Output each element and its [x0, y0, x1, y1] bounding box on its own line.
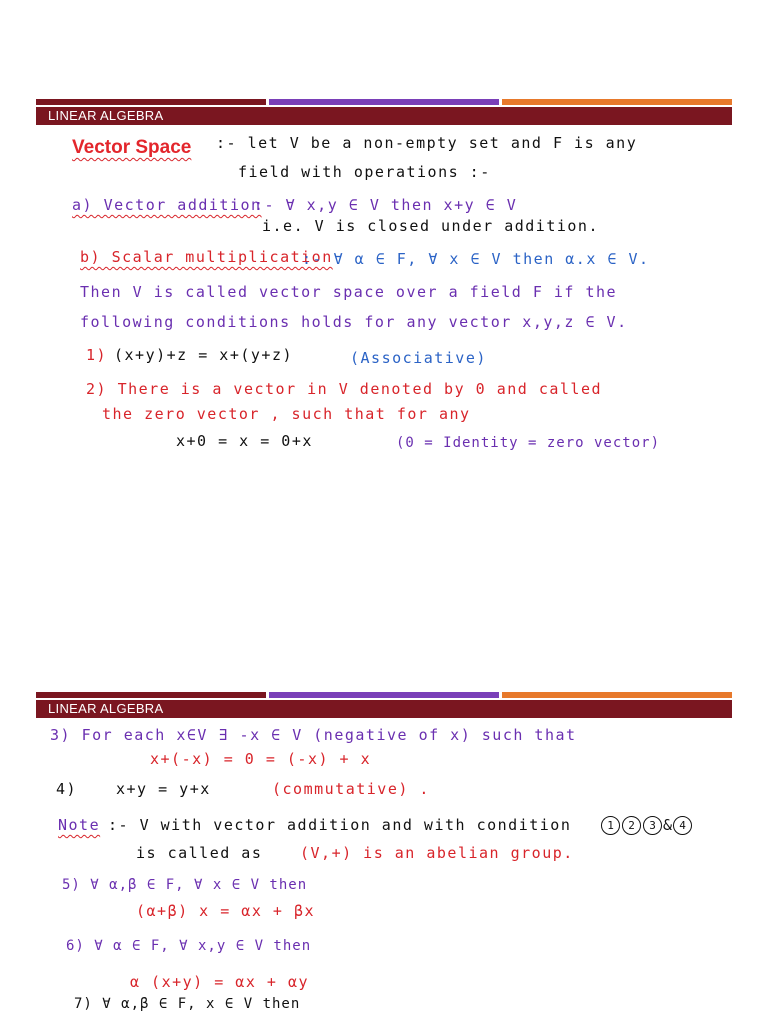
condition-4-number: 4) — [56, 780, 78, 798]
scalar-multiplication-label: b) Scalar multiplication — [80, 248, 333, 266]
commutative-note: (commutative) . — [272, 780, 430, 798]
color-bar-orange — [502, 692, 732, 698]
note-line-2a: is called as — [136, 844, 263, 862]
note-text: :- V with vector addition and with condition — [108, 816, 572, 834]
condition-3-line-1: 3) For each x∈V ∃ -x ∈ V (negative of x) such that — [50, 726, 577, 744]
circled-1: 1 — [601, 816, 620, 835]
condition-2-equation: x+0 = x = 0+x — [176, 432, 313, 450]
condition-3-equation: x+(-x) = 0 = (-x) + x — [150, 750, 372, 768]
color-bar-purple — [269, 692, 499, 698]
note-label: Note — [58, 816, 101, 834]
slide-header: LINEAR ALGEBRA — [36, 700, 732, 718]
condition-6-equation: α (x+y) = αx + αy — [130, 973, 310, 991]
condition-2-line-1: 2) There is a vector in V denoted by 0 and called — [86, 380, 603, 398]
then-line-1: Then V is called vector space over a field F if the — [80, 283, 618, 301]
vector-space-title: Vector Space — [72, 137, 192, 158]
vector-addition-label: a) Vector addition — [72, 196, 262, 214]
intro-line-1: :- let V be a non-empty set and F is any — [216, 134, 638, 152]
header-color-bars — [36, 692, 732, 698]
scalar-multiplication-text: :- ∀ α ∈ F, ∀ x ∈ V then α.x ∈ V. — [302, 250, 650, 268]
condition-1-equation: (x+y)+z = x+(y+z) — [114, 346, 294, 364]
condition-5-equation: (α+β) x = αx + βx — [136, 902, 316, 920]
identity-note: (0 = Identity = zero vector) — [396, 435, 661, 451]
intro-line-2: field with operations :- — [238, 163, 491, 181]
ampersand: & — [663, 816, 673, 834]
color-bar-maroon — [36, 99, 266, 105]
condition-circles — [600, 816, 693, 835]
vector-addition-text: :- ∀ x,y ∈ V then x+y ∈ V — [254, 196, 518, 214]
associative-note: (Associative) — [350, 349, 487, 367]
condition-4-equation: x+y = y+x — [116, 780, 211, 798]
slide-2 — [0, 670, 768, 1024]
color-bar-maroon — [36, 692, 266, 698]
circled-4: 4 — [673, 816, 692, 835]
condition-6-line-1: 6) ∀ α ∈ F, ∀ x,y ∈ V then — [66, 938, 312, 954]
circled-3: 3 — [643, 816, 662, 835]
closed-under-addition: i.e. V is closed under addition. — [262, 217, 599, 235]
color-bar-orange — [502, 99, 732, 105]
abelian-group-text: (V,+) is an abelian group. — [300, 844, 574, 862]
condition-7-line-1: 7) ∀ α,β ∈ F, x ∈ V then — [74, 996, 301, 1012]
condition-5-line-1: 5) ∀ α,β ∈ F, ∀ x ∈ V then — [62, 877, 308, 893]
color-bar-purple — [269, 99, 499, 105]
then-line-2: following conditions holds for any vector x,y,z ∈ V. — [80, 313, 628, 331]
condition-1-number: 1) — [86, 346, 108, 364]
circled-2: 2 — [622, 816, 641, 835]
condition-2-line-2: the zero vector , such that for any — [102, 405, 471, 423]
header-color-bars — [36, 99, 732, 105]
slide-header: LINEAR ALGEBRA — [36, 107, 732, 125]
